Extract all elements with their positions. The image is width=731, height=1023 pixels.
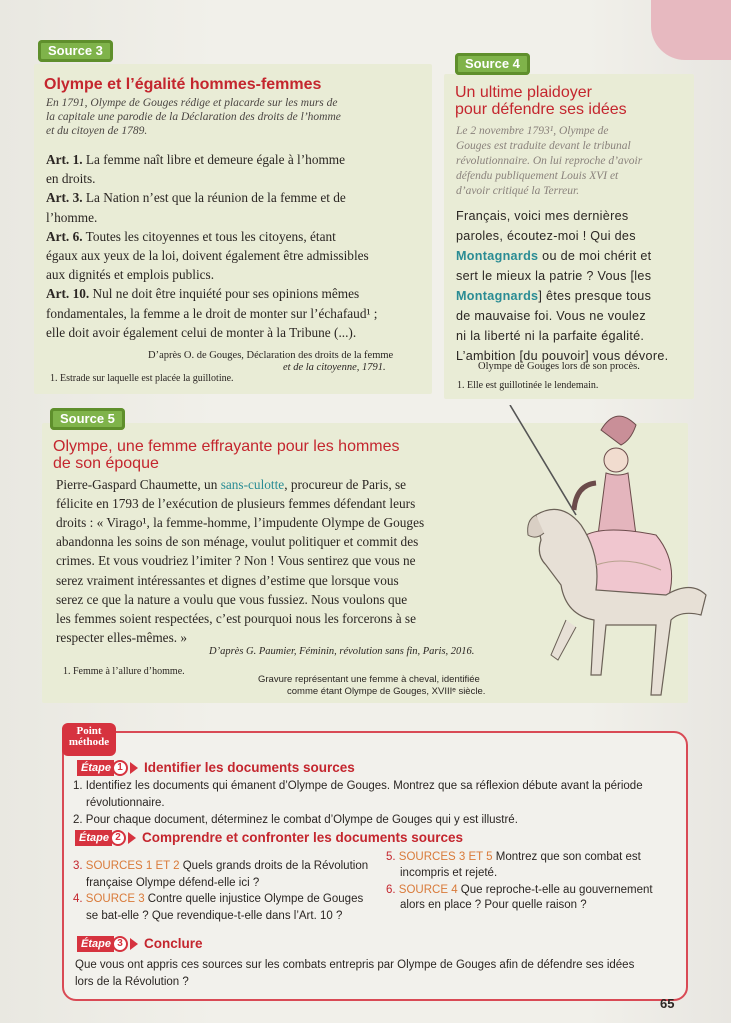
body-text: ] êtes presque tous [538,289,652,303]
question-3-text: Quels grands droits de la Révolution [179,860,369,872]
question-5-source: SOURCES 3 ET 5 [398,851,493,863]
question-6-number: 6. [386,884,399,896]
article-text: La femme naît libre et demeure égale à l’homme [82,152,346,167]
article-text: Nul ne doit être inquiété pour ses opinions mêmes [89,286,360,302]
source4-body-line: ni la liberté ni la parfaite égalité. [456,329,645,343]
source3-body-line [46,304,377,323]
body-text: abandonna les soins de son ménage, voulut politiquer et commit des [56,534,419,550]
conclusion-question-line-2: lors de la Révolution ? [75,976,189,988]
source4-intro-line: Le 2 novembre 1793¹, Olympe de [456,125,609,137]
article-text: en droits. [46,171,96,187]
method-tag-line-1: Point [76,725,102,737]
source5-body-line [56,475,406,494]
body-text: , procureur de Paris, se [284,477,407,492]
highlight-term: sans-culotte [220,477,285,492]
step-1-number: 1 [112,760,128,776]
question-3-source: SOURCES 1 ET 2 [85,860,180,872]
source3-citation-1: D’après O. de Gouges, Déclaration des droits de la femme [148,350,394,361]
step-2-arrow-icon [128,832,136,844]
step-1-title: Identifier les documents sources [143,760,355,775]
source4-body-line: sert le mieux la patrie ? Vous [les [456,269,652,283]
source5-title-2: de son époque [53,455,159,472]
article-text: Toutes les citoyennes et tous les citoyens, étant [82,228,336,244]
question-4-line-2: se bat-elle ? Que revendique-t-elle dans l’Art. 10 ? [86,910,343,922]
source3-intro-line: la capitale une parodie de la Déclaration des droits de l’homme [46,111,341,123]
body-text: respecter elles-mêmes. » [56,629,188,645]
step-3-label: Étape [77,936,114,952]
article-text: l’homme. [46,209,98,225]
source5-body-line [56,513,424,532]
question-3-line-2: française Olympe défend-elle ici ? [86,877,260,889]
source5-citation: D’après G. Paumier, Féminin, révolution sans fin, Paris, 2016. [209,646,475,657]
question-4 [73,892,363,907]
question-6-line-2: alors en place ? Pour quelle raison ? [400,899,587,911]
article-text: égaux aux yeux de la loi, doivent également être admissibles [46,248,369,263]
step-2-label: Étape [75,830,112,846]
source4-tag: Source 4 [455,53,530,75]
question-5-line-2: incompris et rejeté. [400,867,498,879]
question-5-text: Montrez que son combat est [492,851,641,863]
source5-body-line [56,532,418,551]
step-1-arrow-icon [130,762,138,774]
step-2-title: Comprendre et confronter les documents sources [141,830,464,845]
step-3-title: Conclure [143,936,203,951]
source5-body-line [56,590,407,609]
article-text: fondamentales, la femme a le droit de monter sur l’échafaud¹ ; [46,305,378,321]
source5-title-1: Olympe, une femme effrayante pour les hommes [53,438,400,455]
source3-body-line [46,188,346,207]
body-text: serez ce que la nature a voulu que vous fussiez. Nous voulons que [56,591,408,607]
source4-body-line: de mauvaise foi. Vous ne voulez [456,309,646,323]
engraving-caption-1: Gravure représentant une femme à cheval, identifiée [258,674,480,685]
question-1-line-1: 1. Identifiez les documents qui émanent d’Olympe de Gouges. Montrez que sa réflexion débute avant la période [73,780,643,792]
step-3-number: 3 [112,936,128,952]
source5-body-line [56,571,399,590]
source4-intro-line: défendu publiquement Louis XVI et [456,170,619,182]
article-number: Art. 1. [46,152,83,167]
source3-intro-line: et du citoyen de 1789. [46,125,148,137]
source3-tag: Source 3 [38,40,113,62]
source4-citation: Olympe de Gouges lors de son procès. [478,361,640,372]
source4-body-line: paroles, écoutez-moi ! Qui des [456,229,636,243]
highlight-term: Montagnards [456,249,539,263]
question-6 [386,883,653,898]
source3-citation-2: et de la citoyenne, 1791. [283,362,386,373]
highlight-term: Montagnards [456,289,539,303]
question-5-number: 5. [386,851,399,863]
engraving-woman-on-horse [506,405,711,705]
source3-title: Olympe et l’égalité hommes-femmes [44,76,322,93]
body-text: Pierre-Gaspard Chaumette, un [56,477,221,492]
step-3-header [77,935,202,953]
body-text: crimes. Et vous voudriez l’imiter ? Non ! Vous sentirez que vous ne [56,553,416,569]
page-number: 65 [660,996,675,1011]
source3-footnote: 1. Estrade sur laquelle est placée la guillotine. [50,373,234,384]
source4-intro-line: révolutionnaire. On lui reproche d’avoir [456,155,643,167]
source3-body-line [46,169,96,188]
step-2-number: 2 [110,830,126,846]
source4-body-line [456,247,651,266]
question-5 [386,850,641,865]
source5-body-line [56,494,415,513]
source4-body-line: L’ambition [du pouvoir] vous dévore. [456,349,669,363]
step-1-header [77,759,355,777]
source5-footnote: 1. Femme à l’allure d’homme. [63,666,185,677]
source3-body-line [46,150,345,169]
page-corner-decoration [651,0,731,60]
step-1-label: Étape [77,760,114,776]
source3-body-line [46,246,369,265]
article-number: Art. 10. [46,286,90,302]
body-text: félicite en 1793 de l’exécution de plusieurs femmes défendant leurs [56,496,416,512]
step-2-header [75,829,463,847]
conclusion-question-line-1: Que vous ont appris ces sources sur les combats entrepris par Olympe de Gouges afin de défendre ses idées [75,959,635,971]
article-text: elle doit avoir également celui de monter à la Tribune (...). [46,324,357,340]
article-text: La Nation n’est que la réunion de la femme et de [82,190,346,206]
source4-intro-line: d’avoir critiqué la Terreur. [456,185,580,197]
question-4-number: 4. [73,893,86,905]
source4-title-1: Un ultime plaidoyer [455,84,592,101]
source4-footnote: 1. Elle est guillotinée le lendemain. [457,380,599,391]
article-number: Art. 3. [46,190,83,206]
body-text: droits : « Virago¹, la femme-homme, l’impudente Olympe de Gouges [56,515,425,531]
source3-body-line [46,227,336,246]
question-4-text: Contre quelle injustice Olympe de Gouges [144,893,364,905]
source4-title-2: pour défendre ses idées [455,101,627,118]
source3-body-line [46,208,97,227]
source3-body-line [46,265,214,284]
method-tag [62,723,116,756]
source5-tag: Source 5 [50,408,125,430]
engraving-caption-2: comme étant Olympe de Gouges, XVIIIᵉ siècle. [287,686,486,697]
method-tag-line-2: méthode [68,736,110,748]
body-text: ou de moi chérit et [538,249,652,263]
body-text: les femmes soient respectées, c’est pourquoi nous les forcerons à se [56,610,417,626]
source3-body-line [46,323,356,342]
question-2: 2. Pour chaque document, déterminez le combat d’Olympe de Gouges qui y est illustré. [73,814,518,826]
source5-body-line [56,609,416,628]
body-text: serez vraiment intéressantes et dignes d’estime que lorsque vous [56,572,399,588]
question-3-number: 3. [73,860,86,872]
question-1-line-2: révolutionnaire. [86,797,165,809]
article-number: Art. 6. [46,228,83,244]
article-text: aux dignités et emplois publics. [46,267,215,283]
question-3 [73,859,368,874]
question-6-source: SOURCE 4 [398,884,458,896]
question-6-text: Que reproche-t-elle au gouvernement [457,884,653,896]
source4-body-line [456,287,651,306]
source4-intro-line: Gouges est traduite devant le tribunal [456,140,631,152]
source5-body-line [56,628,187,647]
question-4-source: SOURCE 3 [85,893,145,905]
step-3-arrow-icon [130,938,138,950]
source5-body-line [56,551,416,570]
source4-body-line: Français, voici mes dernières [456,209,629,223]
source3-intro-line: En 1791, Olympe de Gouges rédige et placarde sur les murs de [46,97,338,109]
source3-body-line [46,284,359,303]
